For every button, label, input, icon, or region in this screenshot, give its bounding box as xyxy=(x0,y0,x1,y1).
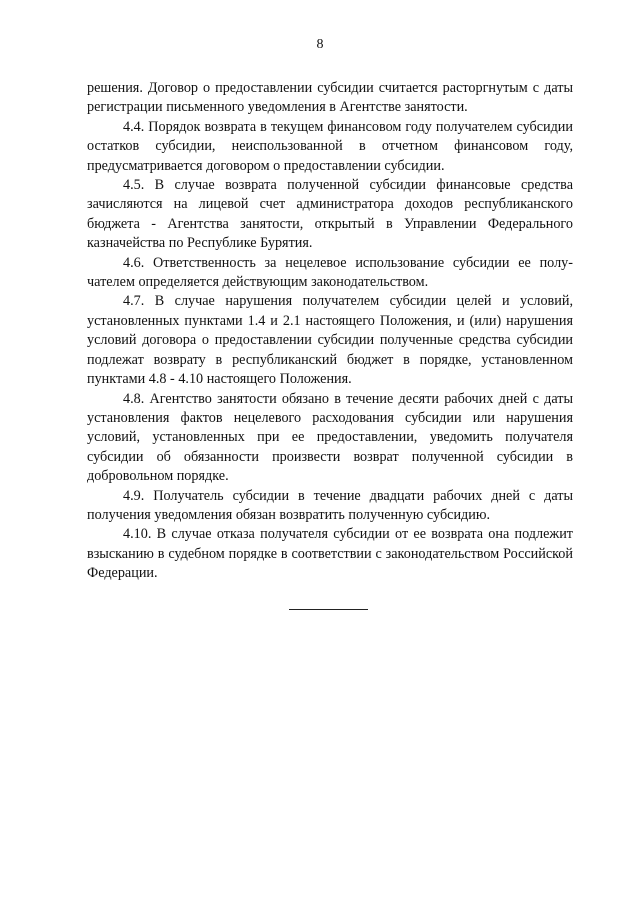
paragraph-4-5: 4.5. В случае возврата полученной субсидии финансовые средства зачисляются на лицевой счет администратора доходов республиканского бюджета - Агентства занятости, открытый в Управлении Федерального казначейства по Республике Бурятия. xyxy=(87,177,573,252)
paragraph-4-10: 4.10. В случае отказа получателя субсидии от ее возврата она подлежит взысканию в судебном порядке в соответствии с законодательством Российской Федерации. xyxy=(87,526,573,582)
paragraph-continuation: решения. Договор о предоставлении субсидии считается расторгнутым с даты регистрации письменного уведомления в Агентстве занятости. xyxy=(87,80,573,116)
page-number: 8 xyxy=(316,37,324,52)
paragraph-4-9: 4.9. Получатель субсидии в течение двадцати рабочих дней с даты получения уведомления обязан возвратить полученную субсидию. xyxy=(87,487,573,523)
document-body xyxy=(87,79,573,584)
end-of-document-rule xyxy=(289,609,368,610)
paragraph-4-8: 4.8. Агентство занятости обязано в течение десяти рабочих дней с даты установления фактов нецелевого расходования субсидии или нарушения условий, установленных при ее предоставлении, уведомить получателя субсидии об обязанности произвести возврат полученной субсидии в добровольном порядке. xyxy=(87,390,573,485)
paragraph-4-7: 4.7. В случае нарушения получателем субсидии целей и условий, установленных пунктами 1.4 и 2.1 настоящего Положения, и (или) нарушения условий договора о предоставлении субсидии полученные средства субсидии подлежат возврату в республиканский бюджет в порядке, установленном пунктами 4.8 - 4.10 настоящего Положения. xyxy=(87,293,573,388)
paragraph-4-6: 4.6. Ответственность за нецелевое использование субсидии ее получателем определяется действующим законодательством. xyxy=(87,254,573,291)
paragraph-4-4: 4.4. Порядок возврата в текущем финансовом году получателем субсидии остатков субсидии, неиспользованной в отчетном финансовом году, предусматривается договором о предоставлении субсидии. xyxy=(87,118,573,174)
